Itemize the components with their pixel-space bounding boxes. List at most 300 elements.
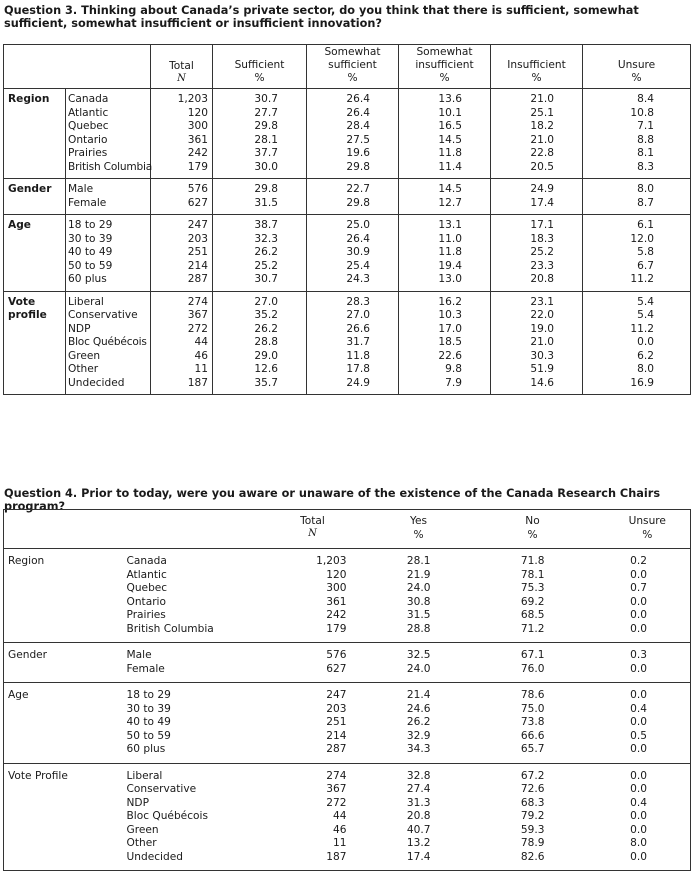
cell-value: 26.2 bbox=[254, 246, 278, 258]
q4-header-no: No % bbox=[461, 510, 575, 549]
cell-value: 22.7 bbox=[346, 183, 370, 195]
category-label: Female bbox=[126, 662, 165, 675]
q3-group-gender bbox=[4, 179, 691, 215]
q4-total-column bbox=[247, 549, 347, 643]
cell-value: 7.9 bbox=[445, 376, 462, 389]
q3-title: Question 3. Thinking about Canada’s private sector, do you think that there is sufficient, somewhat sufficient, somewhat insufficient or insufficient innovation? bbox=[4, 4, 639, 30]
cell-value: 71.2 bbox=[520, 622, 545, 635]
cell-value: 0.4 bbox=[630, 796, 647, 809]
cell-value: 21.4 bbox=[406, 689, 431, 701]
cell-value: 75.0 bbox=[520, 702, 545, 715]
q4-group-age bbox=[4, 683, 691, 764]
cell-value: 251 bbox=[187, 246, 208, 258]
cell-value: 78.9 bbox=[520, 837, 545, 849]
cell-value: 67.1 bbox=[520, 649, 545, 661]
cell-value: 361 bbox=[187, 133, 208, 146]
q4-header-row bbox=[4, 510, 691, 549]
q4-table bbox=[3, 509, 691, 871]
q4-total-column bbox=[247, 763, 347, 871]
cell-value: 26.4 bbox=[346, 93, 370, 105]
cell-value: 8.7 bbox=[637, 196, 654, 209]
q4-total-column bbox=[247, 683, 347, 764]
cell-value: 6.2 bbox=[637, 349, 654, 362]
category-label: 50 to 59 bbox=[68, 259, 113, 272]
cell-value: 10.3 bbox=[438, 309, 462, 321]
cell-value: 0.3 bbox=[630, 649, 647, 661]
cell-value: 71.8 bbox=[520, 555, 545, 567]
cell-value: 26.4 bbox=[346, 106, 370, 119]
cell-value: 17.0 bbox=[438, 322, 462, 335]
cell-value: 32.3 bbox=[254, 232, 278, 245]
cell-value: 29.8 bbox=[254, 120, 278, 132]
cell-value: 242 bbox=[187, 147, 208, 159]
cell-value: 10.8 bbox=[630, 106, 654, 119]
category-label: Ontario bbox=[68, 133, 108, 146]
q3-total-column bbox=[151, 291, 213, 395]
q4-category-list bbox=[125, 763, 247, 871]
q3-header-blank bbox=[4, 45, 151, 89]
cell-value: 17.1 bbox=[530, 219, 554, 231]
cell-value: 28.4 bbox=[346, 120, 370, 132]
q4-header-yes: Yes % bbox=[347, 510, 461, 549]
cell-value: 0.0 bbox=[630, 716, 647, 728]
cell-value: 30.7 bbox=[254, 93, 278, 105]
cell-value: 37.7 bbox=[254, 147, 278, 159]
cell-value: 75.3 bbox=[520, 582, 545, 594]
cell-value: 31.7 bbox=[346, 336, 370, 348]
cell-value: 11.4 bbox=[438, 160, 462, 173]
cell-value: 65.7 bbox=[520, 743, 545, 755]
q3-unsure-column bbox=[583, 89, 691, 179]
cell-value: 627 bbox=[326, 662, 347, 675]
q3-total-column bbox=[151, 215, 213, 292]
cell-value: 32.9 bbox=[406, 729, 431, 742]
cell-value: 21.0 bbox=[530, 93, 554, 105]
cell-value: 28.1 bbox=[406, 555, 431, 567]
cell-value: 44 bbox=[333, 810, 347, 822]
cell-value: 46 bbox=[333, 823, 347, 836]
q4-yes-column bbox=[347, 549, 461, 643]
cell-value: 17.4 bbox=[406, 850, 431, 863]
cell-value: 0.0 bbox=[630, 743, 647, 755]
cell-value: 19.4 bbox=[438, 259, 462, 272]
cell-value: 24.0 bbox=[406, 662, 431, 675]
cell-value: 367 bbox=[326, 783, 347, 795]
cell-value: 29.0 bbox=[254, 349, 278, 362]
cell-value: 214 bbox=[326, 729, 347, 742]
q3-sufficient-column bbox=[213, 215, 307, 292]
q4-yes-column bbox=[347, 763, 461, 871]
cell-value: 627 bbox=[187, 196, 208, 209]
cell-value: 40.7 bbox=[406, 823, 431, 836]
cell-value: 22.8 bbox=[530, 147, 554, 159]
category-label: 60 plus bbox=[126, 743, 166, 755]
cell-value: 251 bbox=[326, 716, 347, 728]
q4-group-gender bbox=[4, 643, 691, 683]
cell-value: 8.3 bbox=[637, 160, 654, 173]
q3-insufficient-column bbox=[491, 215, 583, 292]
cell-value: 30.0 bbox=[254, 160, 278, 173]
cell-value: 120 bbox=[326, 568, 347, 581]
q3-header-somewhat-insufficient: Somewhat insufficient % bbox=[399, 45, 491, 89]
cell-value: 16.2 bbox=[438, 295, 462, 308]
cell-value: 31.5 bbox=[406, 609, 431, 621]
q3-header-sufficient: Sufficient % bbox=[213, 45, 307, 89]
category-label: Quebec bbox=[68, 120, 109, 132]
cell-value: 576 bbox=[326, 649, 347, 661]
q3-header-insufficient: Insufficient % bbox=[491, 45, 583, 89]
q3-unsure-column bbox=[583, 215, 691, 292]
cell-value: 0.5 bbox=[630, 729, 647, 742]
cell-value: 0.0 bbox=[630, 622, 647, 635]
category-label: Other bbox=[68, 363, 99, 375]
cell-value: 73.8 bbox=[520, 716, 545, 728]
cell-value: 30.3 bbox=[530, 349, 554, 362]
cell-value: 0.0 bbox=[630, 769, 647, 782]
cell-value: 274 bbox=[326, 769, 347, 782]
q4-unsure-column bbox=[575, 643, 691, 683]
cell-value: 1,203 bbox=[316, 555, 347, 567]
category-label: Atlantic bbox=[126, 568, 167, 581]
cell-value: 26.4 bbox=[346, 232, 370, 245]
q3-unsure-column bbox=[583, 179, 691, 215]
cell-value: 0.4 bbox=[630, 702, 647, 715]
cell-value: 5.4 bbox=[637, 295, 654, 308]
cell-value: 29.8 bbox=[346, 160, 370, 173]
cell-value: 38.7 bbox=[254, 219, 278, 231]
category-label: Quebec bbox=[126, 582, 168, 594]
cell-value: 29.8 bbox=[346, 196, 370, 209]
cell-value: 21.0 bbox=[530, 336, 554, 348]
cell-value: 32.8 bbox=[406, 769, 431, 782]
cell-value: 12.6 bbox=[254, 363, 278, 375]
q3-group-label: Vote profile bbox=[4, 291, 66, 395]
cell-value: 287 bbox=[326, 743, 347, 755]
cell-value: 30.7 bbox=[254, 273, 278, 285]
cell-value: 30.8 bbox=[406, 595, 431, 608]
q3-header-total: Total N bbox=[151, 45, 213, 89]
cell-value: 79.2 bbox=[520, 810, 545, 822]
cell-value: 287 bbox=[187, 273, 208, 285]
q3-header-somewhat-sufficient: Somewhat sufficient % bbox=[307, 45, 399, 89]
category-label: NDP bbox=[126, 796, 149, 809]
q3-somewhat-insufficient-column bbox=[399, 215, 491, 292]
cell-value: 300 bbox=[187, 120, 208, 132]
cell-value: 8.0 bbox=[630, 837, 647, 849]
cell-value: 0.0 bbox=[630, 568, 647, 581]
q4-header-unsure: Unsure % bbox=[575, 510, 691, 549]
q3-somewhat-insufficient-column bbox=[399, 89, 491, 179]
q4-group-region bbox=[4, 549, 691, 643]
q4-no-column bbox=[461, 683, 575, 764]
q4-group-label: Region bbox=[4, 549, 125, 643]
cell-value: 14.6 bbox=[530, 376, 554, 389]
cell-value: 25.4 bbox=[346, 259, 370, 272]
cell-value: 27.4 bbox=[406, 783, 431, 795]
cell-value: 24.0 bbox=[406, 582, 431, 594]
q3-group-region bbox=[4, 89, 691, 179]
category-label: Ontario bbox=[126, 595, 166, 608]
q4-title: Question 4. Prior to today, were you aware or unaware of the existence of the Canada Research Chairs program? bbox=[4, 487, 661, 513]
cell-value: 5.4 bbox=[637, 309, 654, 321]
q3-group-vote-profile bbox=[4, 291, 691, 395]
cell-value: 179 bbox=[326, 622, 347, 635]
cell-value: 17.8 bbox=[346, 363, 370, 375]
q3-sufficient-column bbox=[213, 179, 307, 215]
category-label: Conservative bbox=[68, 309, 138, 321]
cell-value: 66.6 bbox=[520, 729, 545, 742]
cell-value: 11.2 bbox=[630, 322, 654, 335]
q4-group-label: Vote Profile bbox=[4, 763, 125, 871]
q4-category-list bbox=[125, 549, 247, 643]
cell-value: 25.2 bbox=[254, 259, 278, 272]
category-label: Canada bbox=[68, 93, 109, 105]
cell-value: 27.0 bbox=[346, 309, 370, 321]
category-label: 60 plus bbox=[68, 273, 107, 285]
cell-value: 272 bbox=[187, 322, 208, 335]
cell-value: 0.0 bbox=[630, 783, 647, 795]
q4-header-total: Total N bbox=[247, 510, 347, 549]
category-label: 40 to 49 bbox=[126, 716, 171, 728]
cell-value: 12.7 bbox=[438, 196, 462, 209]
cell-value: 5.8 bbox=[637, 246, 654, 258]
cell-value: 214 bbox=[187, 259, 208, 272]
q4-no-column bbox=[461, 763, 575, 871]
cell-value: 24.6 bbox=[406, 702, 431, 715]
cell-value: 27.0 bbox=[254, 295, 278, 308]
q3-category-list bbox=[66, 89, 151, 179]
cell-value: 11.8 bbox=[438, 147, 462, 159]
cell-value: 11 bbox=[333, 837, 347, 849]
cell-value: 274 bbox=[187, 295, 208, 308]
category-label: Green bbox=[68, 349, 101, 362]
cell-value: 35.7 bbox=[254, 376, 278, 389]
cell-value: 19.0 bbox=[530, 322, 554, 335]
cell-value: 7.1 bbox=[637, 120, 654, 132]
category-label: 18 to 29 bbox=[68, 219, 113, 231]
q3-header-row bbox=[4, 45, 691, 89]
cell-value: 17.4 bbox=[530, 196, 554, 209]
cell-value: 28.3 bbox=[346, 295, 370, 308]
category-label: NDP bbox=[68, 322, 91, 335]
cell-value: 242 bbox=[326, 609, 347, 621]
category-label: Bloc Québécois bbox=[68, 336, 147, 348]
cell-value: 0.0 bbox=[630, 850, 647, 863]
cell-value: 20.8 bbox=[530, 273, 554, 285]
cell-value: 26.2 bbox=[254, 322, 278, 335]
category-label: 30 to 39 bbox=[68, 232, 113, 245]
q4-total-column bbox=[247, 643, 347, 683]
cell-value: 16.9 bbox=[630, 376, 654, 389]
q4-group-label: Gender bbox=[4, 643, 125, 683]
q3-total-column bbox=[151, 89, 213, 179]
q4-yes-column bbox=[347, 643, 461, 683]
cell-value: 67.2 bbox=[520, 769, 545, 782]
cell-value: 82.6 bbox=[520, 850, 545, 863]
category-label: Green bbox=[126, 823, 159, 836]
cell-value: 68.3 bbox=[520, 796, 545, 809]
category-label: 50 to 59 bbox=[126, 729, 171, 742]
q3-sufficient-column bbox=[213, 291, 307, 395]
cell-value: 76.0 bbox=[520, 662, 545, 675]
cell-value: 59.3 bbox=[520, 823, 545, 836]
category-label: Bloc Québécois bbox=[126, 810, 208, 822]
q4-group-label: Age bbox=[4, 683, 125, 764]
cell-value: 18.5 bbox=[438, 336, 462, 348]
cell-value: 25.2 bbox=[530, 246, 554, 258]
cell-value: 11.8 bbox=[438, 246, 462, 258]
cell-value: 13.1 bbox=[438, 219, 462, 231]
cell-value: 19.6 bbox=[346, 147, 370, 159]
cell-value: 28.8 bbox=[254, 336, 278, 348]
cell-value: 6.7 bbox=[637, 259, 654, 272]
q3-group-label: Age bbox=[4, 215, 66, 292]
q4-unsure-column bbox=[575, 683, 691, 764]
cell-value: 361 bbox=[326, 595, 347, 608]
category-label: Atlantic bbox=[68, 106, 109, 119]
cell-value: 203 bbox=[326, 702, 347, 715]
q3-group-label: Gender bbox=[4, 179, 66, 215]
cell-value: 576 bbox=[187, 183, 208, 195]
category-label: 40 to 49 bbox=[68, 246, 113, 258]
q3-somewhat-sufficient-column bbox=[307, 215, 399, 292]
cell-value: 187 bbox=[187, 376, 208, 389]
q3-insufficient-column bbox=[491, 291, 583, 395]
cell-value: 8.1 bbox=[637, 147, 654, 159]
category-label: Canada bbox=[126, 555, 167, 567]
cell-value: 18.3 bbox=[530, 232, 554, 245]
category-label: Undecided bbox=[68, 376, 125, 389]
q3-somewhat-insufficient-column bbox=[399, 179, 491, 215]
cell-value: 31.3 bbox=[406, 796, 431, 809]
cell-value: 272 bbox=[326, 796, 347, 809]
q4-yes-column bbox=[347, 683, 461, 764]
cell-value: 11 bbox=[194, 363, 208, 375]
cell-value: 24.9 bbox=[346, 376, 370, 389]
cell-value: 13.6 bbox=[438, 93, 462, 105]
q3-category-list bbox=[66, 215, 151, 292]
cell-value: 0.0 bbox=[630, 689, 647, 701]
cell-value: 0.0 bbox=[630, 823, 647, 836]
cell-value: 26.6 bbox=[346, 322, 370, 335]
cell-value: 10.1 bbox=[438, 106, 462, 119]
cell-value: 29.8 bbox=[254, 183, 278, 195]
cell-value: 30.9 bbox=[346, 246, 370, 258]
q4-group-vote-profile bbox=[4, 763, 691, 871]
cell-value: 27.5 bbox=[346, 133, 370, 146]
q4-unsure-column bbox=[575, 763, 691, 871]
cell-value: 300 bbox=[326, 582, 347, 594]
cell-value: 0.0 bbox=[637, 336, 654, 348]
q3-sufficient-column bbox=[213, 89, 307, 179]
cell-value: 78.1 bbox=[520, 568, 545, 581]
q3-category-list bbox=[66, 291, 151, 395]
cell-value: 367 bbox=[187, 309, 208, 321]
cell-value: 120 bbox=[187, 106, 208, 119]
cell-value: 46 bbox=[194, 349, 208, 362]
category-label: Prairies bbox=[126, 609, 166, 621]
cell-value: 28.8 bbox=[406, 622, 431, 635]
cell-value: 20.5 bbox=[530, 160, 554, 173]
category-label: British Columbia bbox=[126, 622, 214, 635]
cell-value: 14.5 bbox=[438, 133, 462, 146]
q4-category-list bbox=[125, 643, 247, 683]
cell-value: 23.1 bbox=[530, 295, 554, 308]
category-label: Undecided bbox=[126, 850, 183, 863]
category-label: Female bbox=[68, 196, 107, 209]
cell-value: 32.5 bbox=[406, 649, 431, 661]
category-label: Prairies bbox=[68, 147, 108, 159]
cell-value: 20.8 bbox=[406, 810, 431, 822]
cell-value: 22.6 bbox=[438, 349, 462, 362]
q3-somewhat-sufficient-column bbox=[307, 179, 399, 215]
category-label: Other bbox=[126, 837, 157, 849]
q4-unsure-column bbox=[575, 549, 691, 643]
cell-value: 31.5 bbox=[254, 196, 278, 209]
cell-value: 26.2 bbox=[406, 716, 431, 728]
cell-value: 68.5 bbox=[520, 609, 545, 621]
cell-value: 0.0 bbox=[630, 662, 647, 675]
cell-value: 11.2 bbox=[630, 273, 654, 285]
cell-value: 0.7 bbox=[630, 582, 647, 594]
cell-value: 203 bbox=[187, 232, 208, 245]
category-label: Male bbox=[68, 183, 94, 195]
q3-unsure-column bbox=[583, 291, 691, 395]
q3-somewhat-sufficient-column bbox=[307, 291, 399, 395]
cell-value: 11.8 bbox=[346, 349, 370, 362]
cell-value: 24.9 bbox=[530, 183, 554, 195]
q3-insufficient-column bbox=[491, 89, 583, 179]
cell-value: 22.0 bbox=[530, 309, 554, 321]
cell-value: 12.0 bbox=[630, 232, 654, 245]
cell-value: 11.0 bbox=[438, 232, 462, 245]
cell-value: 187 bbox=[326, 850, 347, 863]
q3-total-column bbox=[151, 179, 213, 215]
cell-value: 179 bbox=[187, 160, 208, 173]
cell-value: 0.0 bbox=[630, 609, 647, 621]
category-label: 30 to 39 bbox=[126, 702, 171, 715]
cell-value: 0.0 bbox=[630, 595, 647, 608]
cell-value: 44 bbox=[194, 336, 208, 348]
q3-group-label: Region bbox=[4, 89, 66, 179]
cell-value: 6.1 bbox=[637, 219, 654, 231]
cell-value: 34.3 bbox=[406, 743, 431, 755]
category-label: 18 to 29 bbox=[126, 689, 171, 701]
cell-value: 0.0 bbox=[630, 810, 647, 822]
cell-value: 25.0 bbox=[346, 219, 370, 231]
cell-value: 247 bbox=[187, 219, 208, 231]
cell-value: 1,203 bbox=[177, 93, 208, 105]
category-label: Liberal bbox=[126, 769, 163, 782]
q4-no-column bbox=[461, 643, 575, 683]
cell-value: 21.9 bbox=[406, 568, 431, 581]
cell-value: 247 bbox=[326, 689, 347, 701]
cell-value: 18.2 bbox=[530, 120, 554, 132]
cell-value: 27.7 bbox=[254, 106, 278, 119]
cell-value: 8.0 bbox=[637, 183, 654, 195]
cell-value: 13.0 bbox=[438, 273, 462, 285]
cell-value: 0.2 bbox=[630, 555, 647, 567]
cell-value: 69.2 bbox=[520, 595, 545, 608]
category-label: Male bbox=[126, 649, 152, 661]
cell-value: 25.1 bbox=[530, 106, 554, 119]
cell-value: 24.3 bbox=[346, 273, 370, 285]
q3-somewhat-sufficient-column bbox=[307, 89, 399, 179]
cell-value: 72.6 bbox=[520, 783, 545, 795]
q3-insufficient-column bbox=[491, 179, 583, 215]
q3-category-list bbox=[66, 179, 151, 215]
q4-category-list bbox=[125, 683, 247, 764]
